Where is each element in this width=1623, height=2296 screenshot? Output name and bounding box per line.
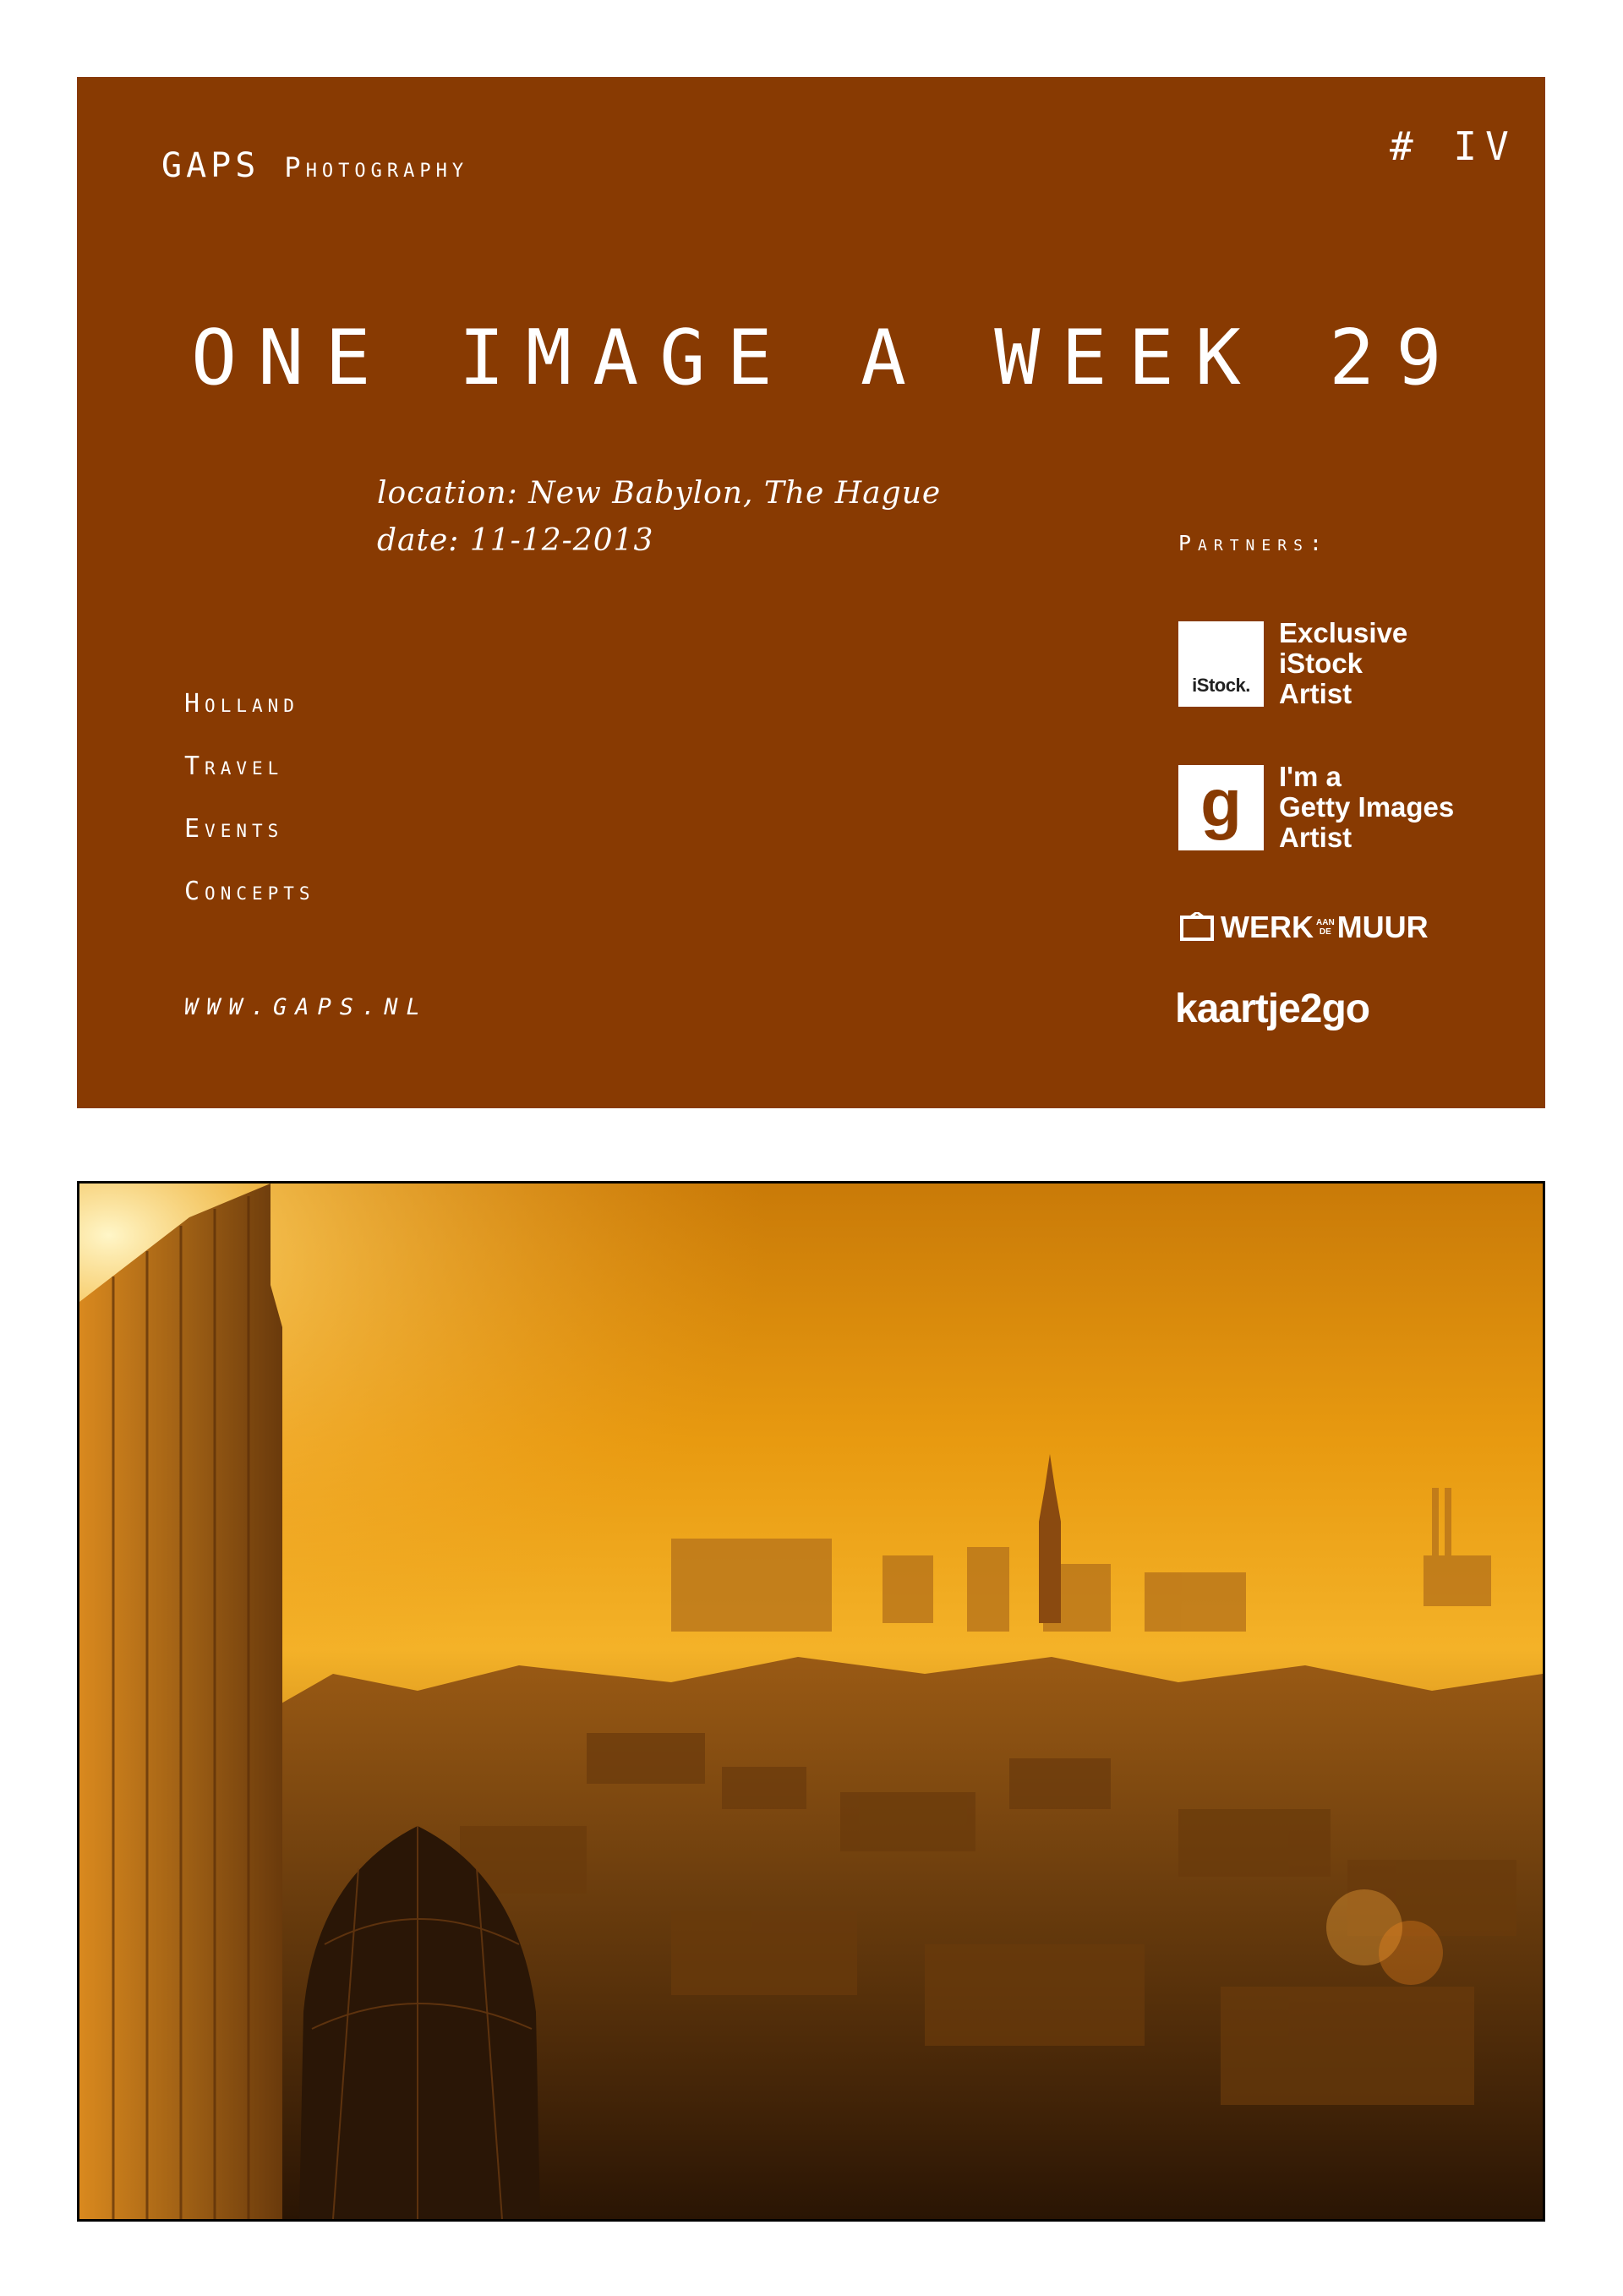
- partner-istock[interactable]: [1178, 618, 1407, 709]
- header-panel: [77, 77, 1545, 1108]
- menu-item-holland[interactable]: Holland: [184, 689, 299, 719]
- getty-logo-letter: g: [1200, 765, 1242, 840]
- issue-number: # IV: [1390, 123, 1517, 169]
- menu-item-travel[interactable]: Travel: [184, 752, 284, 781]
- city-skyline-image: [79, 1184, 1543, 2219]
- page-title: ONE IMAGE A WEEK 29: [191, 314, 1463, 402]
- istock-line3: Artist: [1279, 678, 1352, 709]
- date-text: date: 11-12-2013: [377, 523, 654, 558]
- partner-getty[interactable]: [1178, 762, 1454, 853]
- muur-text: MUUR: [1336, 910, 1429, 944]
- partners-label: Partners:: [1178, 531, 1329, 555]
- getty-line2: Getty Images: [1279, 791, 1455, 823]
- werk-small-bottom: DE: [1319, 927, 1331, 937]
- partner-werk-aan-de-muur[interactable]: [1178, 910, 1429, 945]
- istock-logo: [1178, 621, 1264, 707]
- photo-details: [377, 470, 941, 565]
- location-text: location: New Babylon, The Hague: [377, 476, 942, 511]
- werk-small-text: [1316, 918, 1335, 937]
- website-link[interactable]: WWW.GAPS.NL: [184, 994, 429, 1020]
- brand-name: [161, 146, 468, 185]
- getty-caption: [1279, 762, 1454, 853]
- brand-first: GAPS: [161, 146, 260, 185]
- brand-second: Photography: [284, 151, 469, 183]
- istock-logo-text: iStock.: [1192, 674, 1250, 696]
- istock-caption: [1279, 618, 1407, 709]
- getty-logo: [1178, 765, 1264, 850]
- frame-icon: [1178, 912, 1216, 943]
- werk-small-top: AAN: [1316, 918, 1335, 927]
- category-menu: [184, 673, 315, 923]
- werk-text: WERK: [1221, 910, 1314, 944]
- getty-line1: I'm a: [1279, 761, 1342, 792]
- featured-photo: [77, 1181, 1545, 2222]
- partner-kaartje2go[interactable]: kaartje2go: [1175, 987, 1370, 1031]
- istock-line1: Exclusive: [1279, 617, 1408, 648]
- menu-item-events[interactable]: Events: [184, 814, 284, 844]
- menu-item-concepts[interactable]: Concepts: [184, 877, 315, 906]
- istock-line2: iStock: [1279, 648, 1363, 679]
- getty-line3: Artist: [1279, 822, 1352, 853]
